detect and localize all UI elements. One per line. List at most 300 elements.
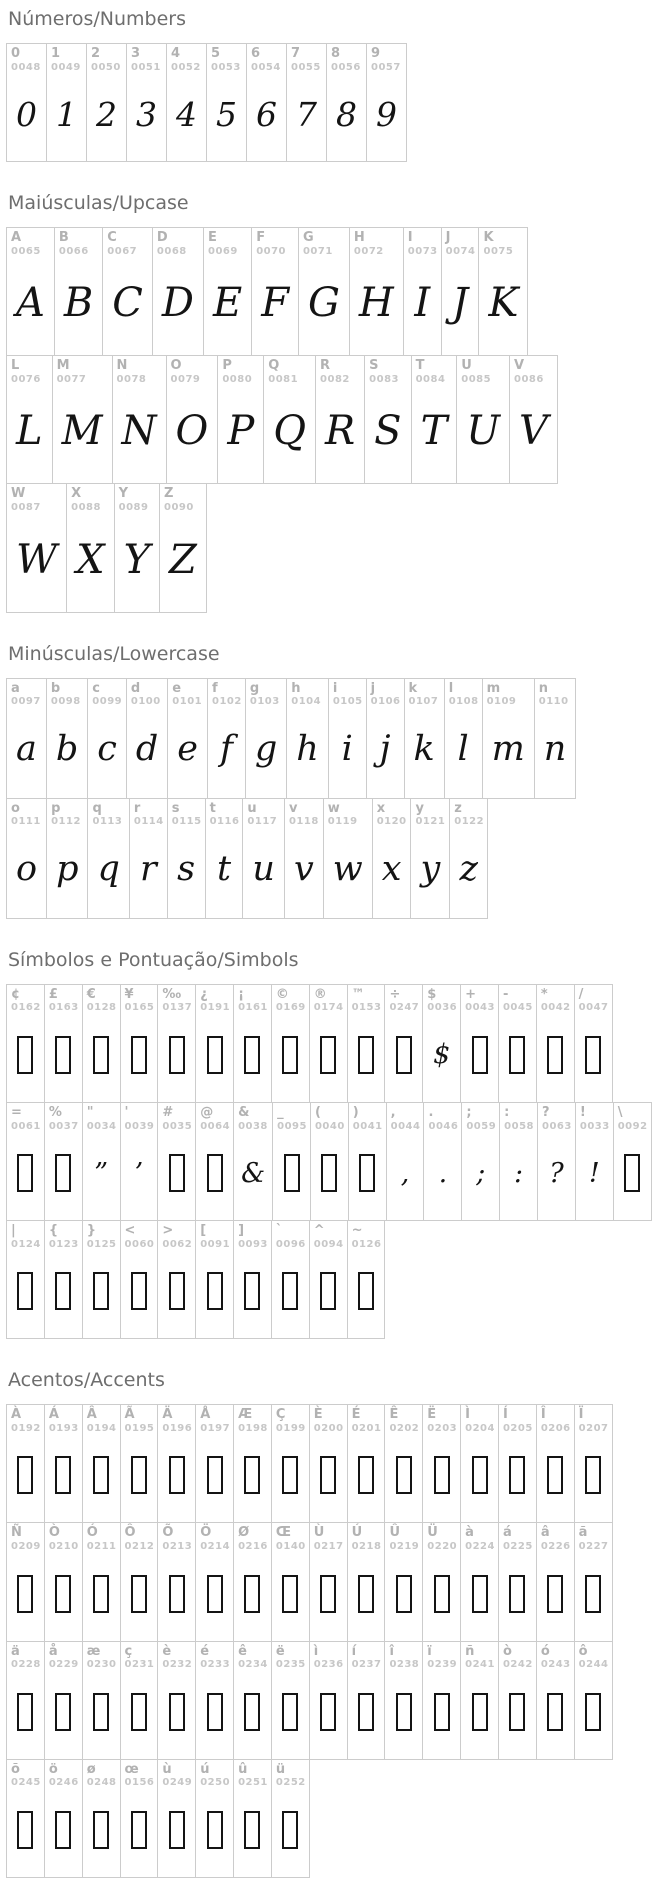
character-label: ^ [313, 1223, 325, 1239]
character-label: Y [118, 486, 129, 502]
glyph-cell-header [83, 1405, 120, 1434]
glyph-preview: I [414, 280, 431, 327]
glyph-cell [309, 1641, 348, 1760]
missing-glyph-box [244, 1272, 260, 1310]
charmap-row [6, 355, 655, 484]
glyph-cell-header [373, 799, 411, 828]
unicode-code: 0069 [207, 245, 238, 257]
character-label: I [407, 230, 413, 246]
missing-glyph-box [169, 1693, 185, 1731]
glyph-cell [422, 1404, 461, 1523]
glyph-cell-header [576, 1103, 613, 1132]
character-label: Í [502, 1407, 508, 1423]
character-label: # [162, 1104, 174, 1120]
glyph-cell-header [575, 1642, 612, 1671]
character-label: â [540, 1525, 550, 1541]
missing-glyph-box [244, 1575, 260, 1613]
unicode-code: 0231 [124, 1659, 155, 1671]
missing-glyph-box [93, 1036, 109, 1074]
missing-glyph-box [585, 1456, 601, 1494]
glyph-cell-header [196, 1405, 233, 1434]
glyph-preview: H [358, 280, 394, 327]
glyph-cell-header [196, 1642, 233, 1671]
glyph-cell-header [538, 1103, 575, 1132]
glyph-cell [534, 678, 577, 799]
missing-glyph-box [282, 1811, 298, 1849]
glyph-preview [499, 1434, 536, 1522]
character-label: Ô [124, 1525, 136, 1541]
unicode-code: 0066 [58, 245, 89, 257]
character-label: < [124, 1223, 136, 1239]
glyph-cell [323, 798, 373, 919]
missing-glyph-box [93, 1693, 109, 1731]
glyph-cell-header [208, 679, 245, 708]
glyph-cell [366, 678, 405, 799]
character-label: ù [162, 1761, 172, 1777]
glyph-cell-header [499, 1523, 536, 1552]
character-label: { [48, 1223, 59, 1239]
unicode-code: 0108 [448, 696, 479, 708]
missing-glyph-box [131, 1272, 147, 1310]
unicode-code: 0123 [48, 1238, 79, 1250]
glyph-cell-header [365, 356, 410, 385]
glyph-cell [460, 984, 499, 1103]
missing-glyph-box [207, 1693, 223, 1731]
glyph-cell-header [442, 228, 479, 257]
unicode-code: 0156 [124, 1777, 155, 1789]
glyph-cell [6, 355, 53, 484]
unicode-code: 0153 [351, 1002, 382, 1014]
glyph-cell [6, 798, 47, 919]
glyph-cell-header [47, 679, 87, 708]
unicode-code: 0070 [256, 245, 287, 257]
glyph-cell-header [287, 44, 326, 73]
glyph-preview [614, 1132, 651, 1220]
charmap-row [6, 483, 655, 612]
unicode-code: 0081 [268, 373, 299, 385]
glyph-preview: b [55, 729, 79, 770]
glyph-cell-header [45, 1221, 82, 1250]
character-label: U [461, 358, 472, 374]
section-rows [6, 227, 655, 612]
glyph-cell [157, 1522, 196, 1641]
character-label: å [48, 1643, 58, 1659]
glyph-preview: 2 [96, 94, 117, 134]
glyph-preview [272, 1250, 309, 1338]
glyph-preview [385, 1671, 422, 1759]
unicode-code: 0065 [11, 245, 41, 257]
missing-glyph-box [547, 1693, 563, 1731]
glyph-cell-header [423, 985, 460, 1014]
missing-glyph-box [321, 1154, 337, 1192]
character-label: r [133, 800, 141, 816]
glyph-cell-header [158, 1103, 195, 1132]
glyph-preview: T [420, 408, 448, 455]
character-label: Ú [351, 1525, 363, 1541]
missing-glyph-box [359, 1154, 375, 1192]
glyph-preview [385, 1014, 422, 1102]
unicode-code: 0233 [200, 1659, 231, 1671]
glyph-cell-header [500, 1103, 537, 1132]
glyph-cell [82, 1522, 121, 1641]
glyph-cell-header [450, 799, 487, 828]
glyph-cell [271, 1522, 310, 1641]
unicode-code: 0074 [445, 245, 476, 257]
character-label: ì [313, 1643, 319, 1659]
glyph-cell [423, 1102, 462, 1221]
glyph-preview: 1 [56, 94, 77, 134]
glyph-preview [196, 1553, 233, 1641]
charmap-row [6, 678, 655, 799]
glyph-preview [348, 1434, 385, 1522]
glyph-cell [271, 1404, 310, 1523]
glyph-preview: . [438, 1157, 448, 1189]
section-rows [6, 984, 655, 1339]
glyph-cell-header [121, 1103, 158, 1132]
character-label: ( [314, 1104, 321, 1120]
character-label: 3 [131, 46, 141, 61]
glyph-preview [234, 1671, 271, 1759]
character-label: M [56, 358, 70, 374]
glyph-preview [121, 1434, 158, 1522]
glyph-cell [195, 1522, 234, 1641]
glyph-cell-header [424, 1103, 461, 1132]
glyph-cell-header [45, 1103, 82, 1132]
unicode-code: 0116 [209, 816, 240, 828]
character-label: g [249, 680, 260, 696]
glyph-preview: z [459, 849, 478, 890]
unicode-code: 0115 [171, 816, 202, 828]
missing-glyph-box [93, 1575, 109, 1613]
missing-glyph-box [472, 1456, 488, 1494]
glyph-preview: D [161, 280, 194, 327]
charmap-row [6, 798, 655, 919]
glyph-cell [347, 1641, 386, 1760]
charmap-row [6, 43, 655, 162]
unicode-code: 0124 [11, 1238, 41, 1250]
missing-glyph-box [509, 1693, 525, 1731]
character-label: 6 [251, 46, 261, 61]
glyph-preview [537, 1014, 574, 1102]
glyph-cell-header [83, 1523, 120, 1552]
glyph-cell-header [272, 1221, 309, 1250]
glyph-preview [196, 1014, 233, 1102]
glyph-preview [196, 1434, 233, 1522]
glyph-cell-header [7, 1523, 44, 1552]
unicode-code: 0206 [540, 1422, 571, 1434]
glyph-cell-header [385, 1405, 422, 1434]
missing-glyph-box [131, 1036, 147, 1074]
glyph-cell-header [45, 985, 82, 1014]
glyph-preview: v [293, 849, 314, 890]
glyph-preview: ” [94, 1157, 109, 1189]
character-label: ú [200, 1761, 210, 1777]
unicode-code: 0106 [370, 696, 401, 708]
glyph-preview: p [56, 849, 79, 890]
glyph-cell-header [575, 1523, 612, 1552]
character-label: = [11, 1104, 22, 1120]
glyph-preview: r [139, 849, 157, 890]
unicode-code: 0225 [502, 1541, 533, 1553]
unicode-code: 0195 [124, 1422, 155, 1434]
glyph-cell [498, 1641, 537, 1760]
glyph-cell [574, 1522, 613, 1641]
glyph-preview: A [16, 280, 45, 327]
glyph-cell [537, 1102, 576, 1221]
character-label: Ò [48, 1525, 60, 1541]
section-heading: Maiúsculas/Upcase [8, 192, 189, 215]
character-label: 2 [91, 46, 101, 61]
unicode-code: 0226 [540, 1541, 571, 1553]
unicode-code: 0248 [86, 1777, 117, 1789]
character-label: í [351, 1643, 357, 1659]
character-label: > [162, 1223, 174, 1239]
glyph-preview [7, 1553, 44, 1641]
glyph-preview [7, 1789, 44, 1877]
unicode-code: 0082 [320, 373, 350, 385]
glyph-preview [121, 1553, 158, 1641]
glyph-preview: o [16, 849, 38, 890]
unicode-code: 0161 [238, 1002, 268, 1014]
unicode-code: 0060 [124, 1238, 155, 1250]
unicode-code: 0052 [171, 61, 201, 73]
glyph-preview: F [261, 280, 289, 327]
glyph-cell [403, 227, 442, 356]
missing-glyph-box [320, 1456, 336, 1494]
glyph-preview [272, 1671, 309, 1759]
missing-glyph-box [169, 1036, 185, 1074]
character-label: ; [466, 1104, 472, 1120]
glyph-cell-header [272, 1405, 309, 1434]
glyph-preview: ? [549, 1157, 564, 1189]
glyph-cell [102, 227, 153, 356]
glyph-preview: M [61, 408, 103, 455]
glyph-preview [385, 1434, 422, 1522]
charmap-row [6, 1641, 655, 1760]
glyph-cell [6, 1404, 45, 1523]
glyph-cell [271, 1220, 310, 1339]
glyph-cell-header [234, 1523, 271, 1552]
character-label: Ï [578, 1407, 584, 1423]
glyph-cell [157, 984, 196, 1103]
glyph-cell [498, 1522, 537, 1641]
missing-glyph-box [169, 1811, 185, 1849]
character-label: ä [11, 1643, 20, 1659]
missing-glyph-box [282, 1693, 298, 1731]
glyph-cell-header [285, 799, 323, 828]
character-label: i [332, 680, 338, 696]
section-rows [6, 1404, 655, 1878]
glyph-cell [536, 984, 575, 1103]
character-label: æ [86, 1643, 101, 1659]
glyph-preview: w [332, 849, 363, 890]
unicode-code: 0085 [461, 373, 492, 385]
glyph-cell [46, 678, 88, 799]
character-label: q [92, 800, 102, 816]
glyph-cell [384, 1522, 423, 1641]
unicode-code: 0050 [91, 61, 121, 73]
glyph-preview [7, 1014, 44, 1102]
glyph-cell [245, 678, 287, 799]
glyph-preview: 9 [376, 94, 397, 134]
glyph-cell [574, 1641, 613, 1760]
glyph-cell [159, 483, 207, 612]
unicode-code: 0246 [48, 1777, 79, 1789]
glyph-cell-header [348, 1405, 385, 1434]
unicode-code: 0036 [427, 1002, 458, 1014]
glyph-cell-header [103, 228, 152, 257]
missing-glyph-box [282, 1575, 298, 1613]
unicode-code: 0084 [415, 373, 446, 385]
missing-glyph-box [207, 1811, 223, 1849]
unicode-code: 0056 [331, 61, 361, 73]
glyph-preview: R [325, 408, 356, 455]
glyph-cell-header [130, 799, 167, 828]
glyph-cell-header [348, 1221, 385, 1250]
glyph-cell [46, 798, 88, 919]
unicode-code: 0057 [371, 61, 401, 73]
character-label: ` [275, 1223, 283, 1239]
character-label: u [247, 800, 257, 816]
glyph-cell [348, 1102, 387, 1221]
glyph-cell-header [310, 1642, 347, 1671]
unicode-code: 0120 [376, 816, 407, 828]
glyph-cell [233, 984, 272, 1103]
character-label: y [415, 800, 424, 816]
glyph-cell [460, 1522, 499, 1641]
missing-glyph-box [55, 1036, 71, 1074]
glyph-preview [158, 1434, 195, 1522]
glyph-cell [460, 1404, 499, 1523]
glyph-cell [310, 1102, 349, 1221]
unicode-code: 0239 [427, 1659, 458, 1671]
glyph-preview [7, 1132, 44, 1220]
glyph-preview [499, 1671, 536, 1759]
glyph-cell-header [385, 1642, 422, 1671]
glyph-cell-header [196, 1221, 233, 1250]
glyph-cell-header [168, 799, 205, 828]
character-label: S [369, 358, 379, 374]
glyph-cell-header [218, 356, 263, 385]
unicode-code: 0207 [578, 1422, 609, 1434]
character-label: œ [124, 1761, 139, 1777]
unicode-code: 0064 [200, 1120, 231, 1132]
glyph-cell [120, 1102, 159, 1221]
glyph-preview [311, 1132, 348, 1220]
glyph-preview [196, 1132, 233, 1220]
glyph-cell [347, 1404, 386, 1523]
character-label: / [578, 986, 584, 1002]
glyph-cell-header [348, 985, 385, 1014]
unicode-code: 0094 [313, 1238, 344, 1250]
glyph-cell [536, 1404, 575, 1523]
character-label: l [448, 680, 454, 696]
glyph-cell [44, 1102, 83, 1221]
character-label: ¡ [238, 986, 244, 1002]
glyph-cell-header [7, 1405, 44, 1434]
glyph-cell-header [121, 1405, 158, 1434]
unicode-code: 0076 [11, 373, 41, 385]
glyph-preview [158, 1132, 195, 1220]
unicode-code: 0093 [238, 1238, 268, 1250]
unicode-code: 0047 [578, 1002, 609, 1014]
glyph-cell [112, 355, 167, 484]
glyph-cell [366, 43, 407, 162]
glyph-preview: k [413, 729, 435, 770]
unicode-code: 0090 [164, 502, 194, 514]
glyph-cell [157, 1404, 196, 1523]
unicode-code: 0063 [542, 1120, 572, 1132]
glyph-cell [233, 1522, 272, 1641]
unicode-code: 0096 [275, 1238, 306, 1250]
character-label: ® [313, 986, 327, 1002]
character-label: Ü [427, 1525, 438, 1541]
missing-glyph-box [55, 1575, 71, 1613]
glyph-preview: e [177, 729, 199, 770]
missing-glyph-box [244, 1036, 260, 1074]
glyph-cell-header [412, 356, 457, 385]
unicode-code: 0075 [483, 245, 514, 257]
unicode-code: 0041 [352, 1120, 383, 1132]
unicode-code: 0204 [465, 1422, 495, 1434]
unicode-code: 0235 [275, 1659, 306, 1671]
missing-glyph-box [434, 1456, 450, 1494]
glyph-cell [444, 678, 483, 799]
glyph-cell-header [243, 799, 284, 828]
character-label: à [465, 1525, 474, 1541]
missing-glyph-box [131, 1693, 147, 1731]
glyph-preview [83, 1014, 120, 1102]
glyph-preview: 7 [296, 94, 317, 134]
character-label: J [445, 230, 451, 246]
missing-glyph-box [282, 1272, 298, 1310]
missing-glyph-box [55, 1272, 71, 1310]
character-label: ã [578, 1525, 588, 1541]
character-label: " [86, 1104, 94, 1120]
glyph-preview [158, 1553, 195, 1641]
character-label: * [540, 986, 548, 1002]
glyph-cell-header [272, 1642, 309, 1671]
charmap-section [6, 192, 655, 612]
character-label: Ø [238, 1525, 250, 1541]
missing-glyph-box [320, 1575, 336, 1613]
character-label: Î [540, 1407, 546, 1423]
glyph-cell-header [45, 1642, 82, 1671]
glyph-cell [298, 227, 350, 356]
unicode-code: 0040 [314, 1120, 345, 1132]
missing-glyph-box [585, 1575, 601, 1613]
character-label: Ö [200, 1525, 212, 1541]
character-label: 4 [171, 46, 181, 61]
missing-glyph-box [547, 1456, 563, 1494]
glyph-cell [167, 798, 206, 919]
character-label: 7 [291, 46, 301, 61]
unicode-code: 0243 [540, 1659, 571, 1671]
unicode-code: 0061 [11, 1120, 41, 1132]
glyph-cell-header [404, 228, 441, 257]
character-label: w [327, 800, 340, 816]
glyph-preview [310, 1434, 347, 1522]
missing-glyph-box [320, 1693, 336, 1731]
unicode-code: 0247 [389, 1002, 420, 1014]
unicode-code: 0121 [415, 816, 446, 828]
character-label: € [86, 986, 96, 1002]
glyph-cell [449, 798, 488, 919]
glyph-cell [44, 984, 83, 1103]
unicode-code: 0140 [275, 1541, 306, 1553]
character-label: É [351, 1407, 361, 1423]
glyph-preview [461, 1553, 498, 1641]
